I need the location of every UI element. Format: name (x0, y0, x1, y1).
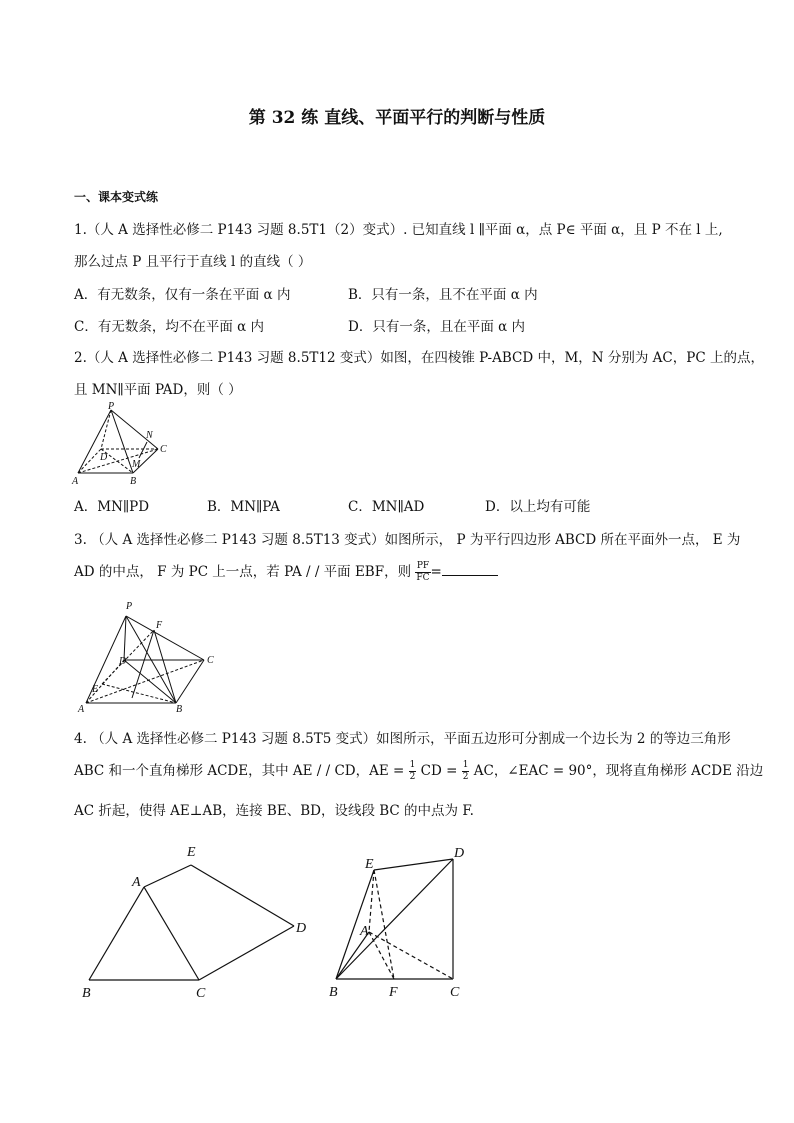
fig2-label-b: B (329, 985, 338, 1000)
q4-stem-text-c: AC，∠EAC = 90°，现将直角梯形 ACDE 沿边 (473, 763, 764, 779)
fig2-label-e: E (365, 857, 374, 872)
q2-label-d: D (100, 452, 108, 463)
pentagon-figure (74, 838, 324, 1008)
q3-label-p: P (126, 601, 133, 612)
q3-label-a: A (78, 704, 85, 715)
fig2-label-c: C (450, 985, 460, 1000)
q4-stem-text-a: ABC 和一个直角梯形 ACDE，其中 AE / / CD，AE = (74, 763, 405, 779)
q3-label-d: D (119, 656, 127, 667)
q3-stem-line1: 3. （人 A 选择性必修二 P143 习题 8.5T13 变式）如图所示， P 为平行四边形 ABCD 所在平面外一点， E 为 (74, 532, 741, 548)
q3-label-c: C (207, 655, 214, 666)
q2-stem-line1: 2.（人 A 选择性必修二 P143 习题 8.5T12 变式）如图，在四棱锥 P-ABCD 中，M，N 分别为 AC，PC 上的点， (74, 350, 764, 366)
q4-stem-line3: AC 折起，使得 AE⊥AB，连接 BE、BD，设线段 BC 的中点为 F. (74, 803, 474, 819)
fig2-label-d: D (454, 846, 465, 861)
fig2-label-a: A (360, 924, 369, 939)
q2-option-c[interactable]: C．MN∥AD (348, 499, 425, 515)
q2-label-c: C (160, 444, 167, 455)
fig1-label-e: E (187, 845, 196, 860)
q1-option-a[interactable]: A．有无数条，仅有一条在平面 α 内 (74, 287, 291, 303)
q2-option-a[interactable]: A．MN∥PD (74, 499, 150, 515)
answer-blank[interactable] (442, 563, 498, 576)
half-fraction (409, 760, 417, 783)
q2-label-a: A (72, 476, 79, 487)
q1-option-c[interactable]: C．有无数条，均不在平面 α 内 (74, 319, 265, 335)
fraction-numerator: PF (416, 561, 430, 571)
q4-stem-line2 (74, 759, 763, 783)
q1-option-d[interactable]: D．只有一条，且在平面 α 内 (348, 319, 526, 335)
ratio-fraction (415, 561, 430, 584)
q2-option-b[interactable]: B．MN∥PA (207, 499, 280, 515)
q4-stem-text-b: CD = (420, 763, 458, 779)
q2-label-b: B (130, 476, 137, 487)
half-numerator-2: 1 (462, 760, 469, 770)
q3-stem-text: AD 的中点， F 为 PC 上一点，若 PA / / 平面 EBF，则 (74, 564, 412, 580)
pyramid-figure-q2 (70, 400, 180, 488)
equals-sign: = (430, 564, 442, 580)
q3-label-b: B (176, 704, 183, 715)
q1-stem-line2: 那么过点 P 且平行于直线 l 的直线（ ） (74, 254, 312, 270)
q2-label-m: M (132, 459, 141, 470)
q2-label-n: N (146, 430, 153, 441)
q1-option-b[interactable]: B．只有一条，且不在平面 α 内 (348, 287, 538, 303)
fig1-label-b: B (82, 986, 91, 1001)
half-denominator: 2 (409, 772, 416, 782)
q1-stem-line1: 1.（人 A 选择性必修二 P143 习题 8.5T1（2）变式）. 已知直线 l ∥平面 α，点 P∈ 平面 α，且 P 不在 l 上, (74, 222, 723, 238)
q4-stem-line1: 4. （人 A 选择性必修二 P143 习题 8.5T5 变式）如图所示，平面五边形可分割成一个边长为 2 的等边三角形 (74, 731, 731, 747)
section-heading: 一、课本变式练 (74, 190, 159, 204)
q3-label-f: F (156, 620, 163, 631)
page-title: 第 32 练 直线、平面平行的判断与性质 (248, 108, 546, 128)
q2-stem-line2: 且 MN∥平面 PAD，则（ ） (74, 382, 242, 398)
pyramid-figure-q3 (74, 598, 224, 716)
fig1-label-c: C (196, 986, 206, 1001)
fig1-label-a: A (132, 875, 141, 890)
fraction-denominator: FC (416, 573, 430, 583)
q3-stem-line2 (74, 560, 498, 584)
half-fraction-2 (462, 760, 470, 783)
q2-label-p: P (108, 401, 115, 412)
half-denominator-2: 2 (462, 772, 469, 782)
folded-figure (320, 838, 480, 1008)
q2-option-d[interactable]: D．以上均有可能 (485, 499, 591, 515)
q3-label-e: E (92, 684, 99, 695)
fig2-label-f: F (389, 985, 398, 1000)
half-numerator: 1 (409, 760, 416, 770)
fig1-label-d: D (296, 921, 307, 936)
